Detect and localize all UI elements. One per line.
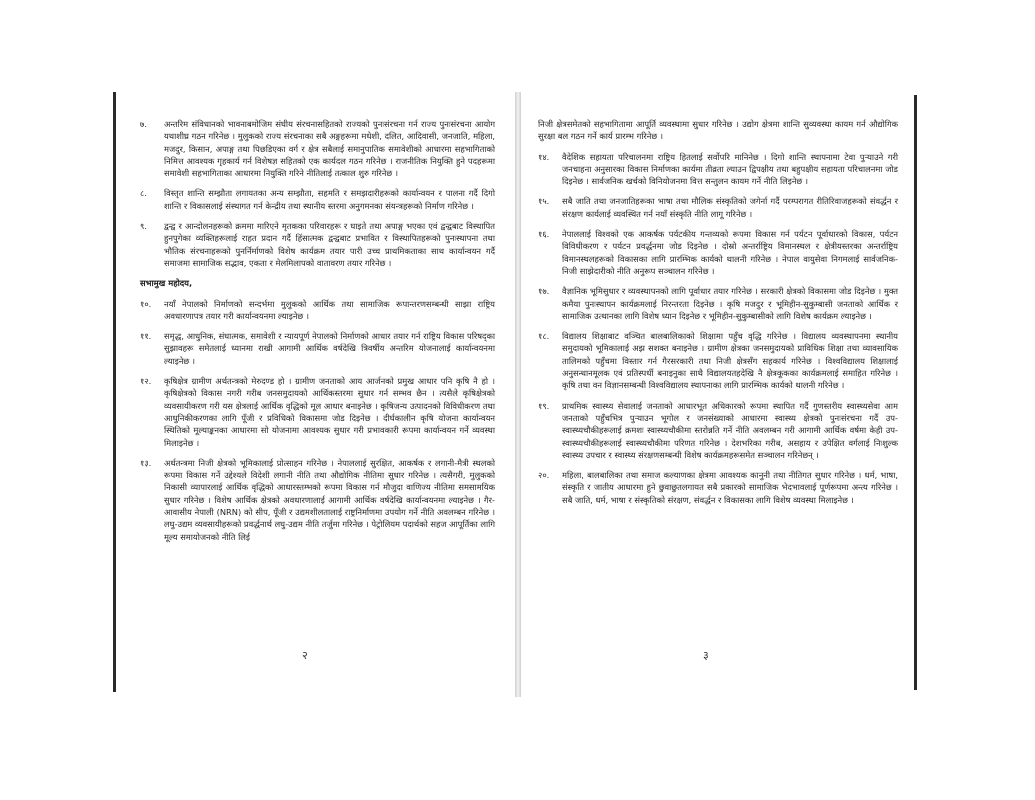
- list-item: [538, 330, 898, 391]
- right-page-edge: [914, 95, 917, 690]
- item-text: अन्तरिम संविधानको भावनाबमोजिम संघीय संरचनासहितको राज्यको पुनःसंरचना गर्न राज्य पुनःसंरचना आयोग यथाशीघ्र गठन गरिनेछ । मुलुकको राज्य संरचनाका सबै अङ्गहरूमा मधेशी, दलित, आदिवासी, जनजाति, महिला, मजदुर, किसान, अपाङ्ग तथा पिछडिएका वर्ग र क्षेत्र सबैलाई समानुपातिक समावेशीको आधारमा सहभागिताको निमित्त आवश्यक गृहकार्य गर्न विशेषज्ञ सहितको एक कार्यदल गठन गरिनेछ । राजनीतिक नियुक्ति हुने पदहरूमा समावेशी सहभागिताका आधारमा नियुक्ति गरिने नीतिलाई तत्काल शुरु गरिनेछ ।: [164, 119, 495, 179]
- item-number: १३.: [140, 457, 152, 468]
- list-item: [140, 330, 495, 367]
- page-number: २: [302, 649, 308, 662]
- list-item: [538, 195, 898, 220]
- left-page-edge: [113, 92, 116, 692]
- item-text: वैज्ञानिक भूमिसुधार र व्यवस्थापनको लागि पूर्वाधार तयार गरिनेछ । सरकारी क्षेत्रको विकासमा जोड दिइनेछ । मुक्त कमैया पुनःस्थापन कार्यक्रमलाई निरन्तरता दिइनेछ । कृषि मजदुर र भूमिहीन-सुकुम्बासी जनताको आर्थिक र सामाजिक उत्थानका लागि विशेष ध्यान दिइनेछ र भूमिहीन-सुकुम्बासीको लागि विशेष कार्यक्रम ल्याइनेछ ।: [562, 286, 898, 321]
- item-number: १५.: [538, 196, 550, 207]
- item-text: वैदेशिक सहायता परिचालनमा राष्ट्रिय हितलाई सर्वोपरि मानिनेछ । दिगो शान्ति स्थापनामा टेवा पुऱ्याउने गरी जनचाहना अनुसारका विकास निर्माणका कार्यमा तीव्रता ल्याउन द्विपक्षीय तथा बहुपक्षीय सहायता परिचालनमा जोड दिइनेछ । सार्वजनिक खर्चको विनियोजनमा वित्त सन्तुलन कायम गर्ने नीति लिइनेछ ।: [562, 151, 898, 187]
- item-text: नेपाललाई विश्वको एक आकर्षक पर्यटकीय गन्तव्यको रूपमा विकास गर्न पर्यटन पूर्वाधारको विकास, पर्यटन विविधीकरण र पर्यटन प्रवर्द्धनमा जोड दिइनेछ । दोस्रो अन्तर्राष्ट्रिय विमानस्थल र क्षेत्रीयस्तरका अन्तर्राष्ट्रिय विमानस्थलहरूको विकासका लागि प्रारम्भिक कार्यको थालनी गरिनेछ । नेपाल वायुसेवा निगमलाई सार्वजनिक-निजी साझेदारीको नीति अनुरूप सञ्चालन गरिनेछ ।: [562, 229, 898, 276]
- list-item: [538, 469, 898, 506]
- list-item: [140, 457, 495, 543]
- list-item: [140, 375, 495, 449]
- list-item: [538, 400, 898, 461]
- item-number: २०.: [538, 470, 550, 481]
- item-number: ११.: [140, 331, 152, 342]
- item-text: द्वन्द्व र आन्दोलनहरूको क्रममा मारिएने मृतकका परिवारहरू र घाइते तथा अपाङ्ग भएका एवं द्वन्द्वबाट विस्थापित हुनपुगेका व्यक्तिहरूलाई राहत प्रदान गर्दै हिंसात्मक द्वन्द्वबाट प्रभावित र विस्थापितहरूको पुनःस्थापना तथा भौतिक संरचनाहरूको पुनर्निर्माणको विशेष कार्यक्रम तयार पारी उच्च प्राथमिकताका साथ कार्यान्वयन गर्दै समाजमा सामाजिक सद्भाव, एकता र मेलमिलापको वातावरण तयार गरिनेछ ।: [164, 221, 495, 268]
- item-number: १४.: [538, 151, 550, 162]
- list-item: [140, 118, 495, 179]
- item-number: १०.: [140, 298, 152, 309]
- item-text: कृषिक्षेत्र ग्रामीण अर्थतन्त्रको मेरुदण्ड हो । ग्रामीण जनताको आय आर्जनको प्रमुख आधार पनि कृषि नै हो । कृषिक्षेत्रको विकास नगरी गरीब जनसमुदायको आर्थिकस्तरमा सुधार गर्न सम्भव छैन । त्यसैले कृषिक्षेत्रको व्यवसायीकरण गरी यस क्षेत्रलाई आर्थिक वृद्धिको मूल आधार बनाइनेछ । कृषिजन्य उत्पादनको विविधीकरण तथा आधुनिकीकरणका लागि पूँजी र प्रविधिको विकासमा जोड दिइनेछ । दीर्घकालीन कृषि योजना कार्यान्वयन स्थितिको मूल्याङ्कनका आधारमा सो योजनामा आवश्यक सुधार गरी प्रभावकारी रूपमा कार्यान्वयन गर्ने व्यवस्था मिलाइनेछ ।: [164, 376, 495, 448]
- list-item: [538, 285, 898, 322]
- item-number: १८.: [538, 331, 550, 342]
- item-text: समृद्ध, आधुनिक, संघात्मक, समावेशी र न्यायपूर्ण नेपालको निर्माणको आधार तयार गर्न राष्ट्रिय विकास परिषद्का सुझावहरू समेतलाई ध्यानमा राखी आगामी आर्थिक वर्षदेखि त्रिवर्षीय अन्तरिम योजनालाई कार्यान्वयनमा ल्याइनेछ ।: [164, 331, 495, 366]
- book-gutter: [515, 92, 521, 697]
- list-item: [140, 220, 495, 269]
- item-number: १२.: [140, 376, 152, 387]
- page-number: ३: [703, 649, 709, 662]
- item-number: ९.: [140, 221, 147, 232]
- list-item: [538, 151, 898, 188]
- list-item: [140, 187, 495, 212]
- item-text: विस्तृत शान्ति सम्झौता लगायतका अन्य सम्झौता, सहमति र समझदारीहरूको कार्यान्वयन र पालना गर्दै दिगो शान्ति र विकासलाई संस्थागत गर्न केन्द्रीय तथा स्थानीय स्तरमा अनुगमनका संयन्त्रहरूको निर्माण गरिनेछ ।: [164, 188, 495, 211]
- list-item: [140, 298, 495, 323]
- item-number: ७.: [140, 119, 147, 129]
- item-number: ८.: [140, 188, 147, 199]
- item-text: विद्यालय शिक्षाबाट वञ्चित बालबालिकाको शिक्षामा पहुँच वृद्धि गरिनेछ । विद्यालय व्यवस्थापनमा स्थानीय समुदायको भूमिकालाई अझ सशक्त बनाइनेछ । ग्रामीण क्षेत्रका जनसमुदायको प्राविधिक शिक्षा तथा व्यावसायिक तालिमको पहुँचमा विस्तार गर्न गैरसरकारी तथा निजी क्षेत्रसँग सहकार्य गरिनेछ । विश्वविद्यालय शिक्षालाई अनुसन्धानमूलक एवं प्रतिस्पर्धी बनाइनुका साथै विद्यालयतहदेखि नै क्षेत्रकूकका कार्यक्रमलाई समाहित गरिनेछ । कृषि तथा वन विज्ञानसम्बन्धी विश्वविद्यालय स्थापनाका लागि प्रारम्भिक कार्यको थालनी गरिनेछ ।: [562, 331, 898, 391]
- item-text: अर्थतन्त्रमा निजी क्षेत्रको भूमिकालाई प्रोत्साहन गरिनेछ । नेपाललाई सुरक्षित, आकर्षक र लगानी-मैत्री स्थलको रूपमा विकास गर्ने उद्देश्यले विदेशी लगानी नीति तथा औद्योगिक नीतिमा सुधार गरिनेछ । त्यसैगरी, मुलुकको निकासी व्यापारलाई आर्थिक वृद्धिको आधारस्तम्भको रूपमा विकास गर्न मौजुदा वाणिज्य नीतिमा समसामयिक सुधार गरिनेछ । विशेष आर्थिक क्षेत्रको अवधारणालाई आगामी आर्थिक वर्षदेखि कार्यान्वयनमा ल्याइनेछ । गैर-आवासीय नेपाली (NRN) को सीप, पूँजी र उद्यमशीलतालाई राष्ट्रनिर्माणमा उपयोग गर्ने नीति अवलम्बन गरिनेछ । लघु-उद्यम व्यवसायीहरूको प्रवर्द्धनार्थ लघु-उद्यम नीति तर्जुमा गरिनेछ । पेट्रोलियम पदार्थको सहज आपूर्तिका लागि मूल्य समायोजनको नीति लिई: [164, 457, 495, 542]
- item-text: प्राथमिक स्वास्थ्य सेवालाई जनताको आधारभूत अधिकारको रूपमा स्थापित गर्दै गुणस्तरीय स्वास्थ्यसेवा आम जनताको पहुँचभित्र पुऱ्याउन भूगोल र जनसंख्याको आधारमा स्वास्थ्य क्षेत्रको पुनःसंरचना गर्दै उप-स्वास्थ्यचौकीहरूलाई क्रमशः स्वास्थ्यचौकीमा स्तरोन्नति गर्ने नीति अवलम्बन गरी आगामी आर्थिक वर्षमा केही उप-स्वास्थ्यचौकीहरूलाई स्वास्थ्यचौकीमा परिणत गरिनेछ । देशभरिका गरीब, असहाय र उपेक्षित वर्गलाई निःशुल्क स्वास्थ्य उपचार र स्वास्थ्य संरक्षणसम्बन्धी विशेष कार्यक्रमहरूसमेत सञ्चालन गरिनेछन् ।: [562, 400, 898, 460]
- item-text: महिला, बालबालिका तथा समाज कल्याणका क्षेत्रमा आवश्यक कानुनी तथा नीतिगत सुधार गरिनेछ । धर्म, भाषा, संस्कृति र जातीय आधारमा हुने छुवाछुतलगायत सबै प्रकारको सामाजिक भेदभावलाई पूर्णरूपमा अन्त्य गरिनेछ । सबै जाति, धर्म, भाषा र संस्कृतिको संरक्षण, संवर्द्धन र विकासका लागि विशेष व्यवस्था मिलाइनेछ ।: [562, 470, 898, 505]
- left-page: [140, 118, 495, 551]
- item-number: १६.: [538, 229, 550, 240]
- section-heading: सभामुख महोदय,: [140, 278, 193, 289]
- item-text: सबै जाति तथा जनजातिहरूका भाषा तथा मौलिक संस्कृतिको जगेर्ना गर्दै परम्परागत रीतिरिवाजहरूको संवर्द्धन र संरक्षण कार्यलाई व्यवस्थित गर्न नयाँ संस्कृति नीति लागू गरिनेछ ।: [562, 196, 898, 219]
- right-page: [538, 118, 898, 514]
- item-text: नयाँ नेपालको निर्माणको सन्दर्भमा मुलुकको आर्थिक तथा सामाजिक रूपान्तरणसम्बन्धी साझा राष्ट्रिय अवधारणापत्र तयार गरी कार्यान्वयनमा ल्याइनेछ ।: [164, 298, 495, 321]
- continuation-paragraph: निजी क्षेत्रसमेतको सहभागितामा आपूर्ति व्यवस्थामा सुधार गरिनेछ । उद्योग क्षेत्रमा शान्ति सुव्यवस्था कायम गर्न औद्योगिक सुरक्षा बल गठन गर्ने कार्य प्रारम्भ गरिनेछ ।: [538, 119, 898, 142]
- list-item: [538, 228, 898, 277]
- item-number: १७.: [538, 286, 550, 297]
- item-number: १९.: [538, 400, 550, 411]
